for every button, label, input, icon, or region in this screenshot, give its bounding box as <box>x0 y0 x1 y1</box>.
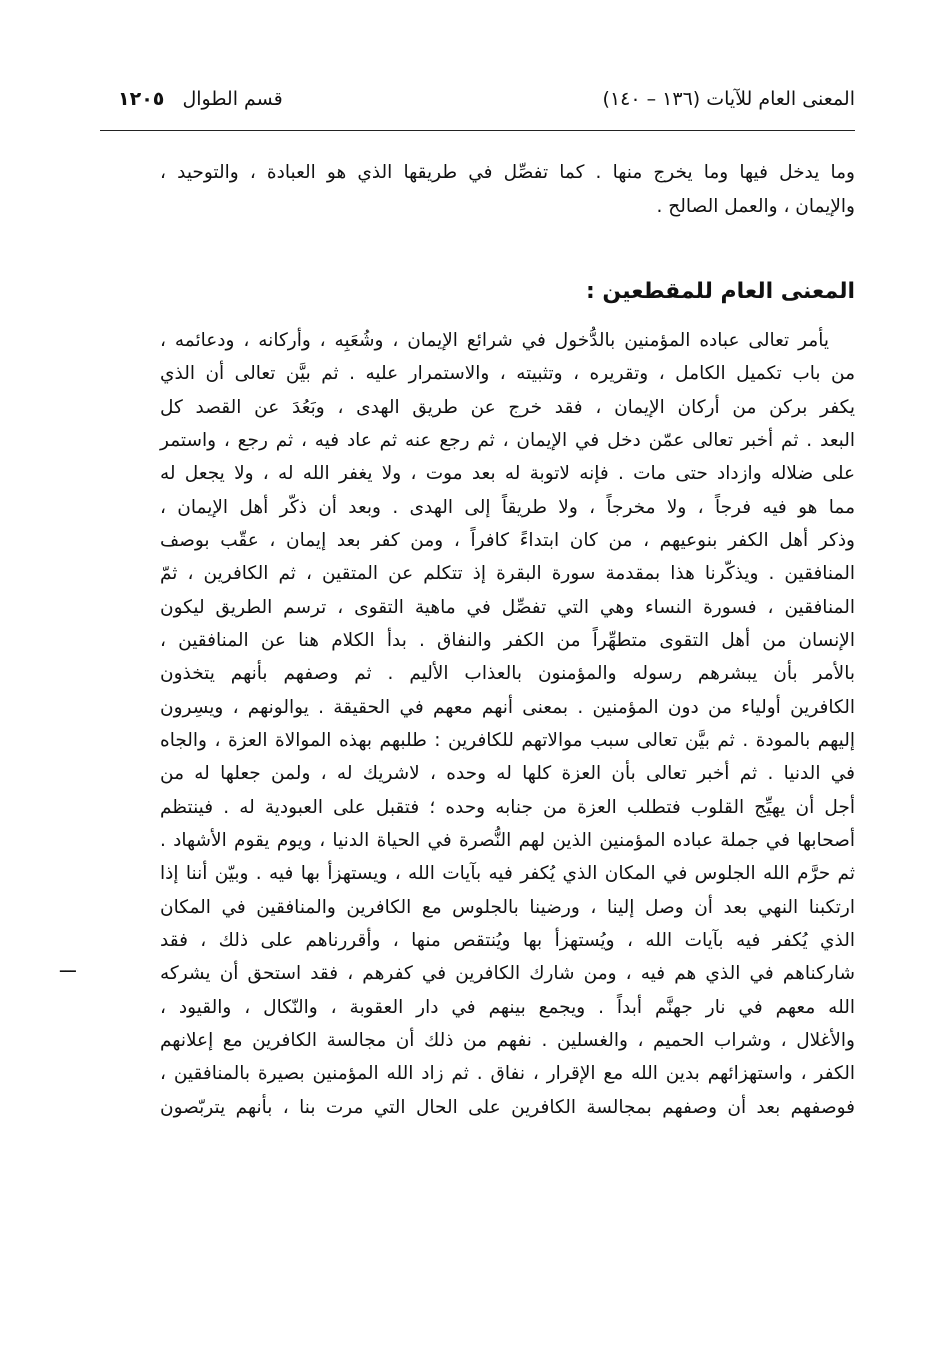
body-line: شاركناهم في الذي هم فيه ، ومن شارك الكافرين في كفرهم ، فقد استحق أن يشركه <box>160 963 855 985</box>
body-line: الذي يُكفر فيه بآيات الله ، ويُستهزأ بها ويُنتقص منها ، وأقررناهم على ذلك ، فقد <box>160 929 855 951</box>
margin-dash: ـــ <box>60 956 76 977</box>
body-line: الله معهم في نار جهنَّم أبداً . ويجمع بينهم في دار العقوبة ، والنّكال ، والقيود ، <box>160 996 855 1018</box>
running-header-title: المعنى العام للآيات (١٣٦ – ١٤٠) <box>602 88 855 110</box>
body-line: من باب تكميل الكامل ، وتقريره ، وتثبيته ، والاستمرار عليه . ثم بيَّن تعالى أن الذي <box>160 363 855 385</box>
body-line: ارتكبنا النهي بعد أن وصل إلينا ، ورضينا بالجلوس مع الكافرين والمنافقين في المكان <box>160 896 855 918</box>
page-number: ١٢٠٥ <box>118 88 165 110</box>
body-line: مما هو فيه فرجاً ، ولا مخرجاً ، ولا طريقاً إلى الهدى . وبعد أن ذكّر أهل الإيمان ، <box>160 496 855 518</box>
body-line: الإنسان من أهل التقوى متطهِّراً من الكفر والنفاق . بدأ الكلام هنا عن المنافقين ، <box>160 629 855 651</box>
running-header-section <box>118 88 283 110</box>
body-line: والأغلال ، وشراب الحميم ، والغسلين . نفهم من ذلك أن مجالسة الكافرين مع إعلانهم <box>160 1029 855 1051</box>
body-line: إليهم بالمودة . ثم بيَّن تعالى سبب موالاتهم للكافرين : طلبهم بهذه الموالاة العزة ، والجاه <box>160 729 855 751</box>
body-line: على ضلاله وازداد حتى مات . فإنه لاتوبة له بعد موت ، ولا يغفر الله له ، ولا يجعل له <box>160 463 855 485</box>
header-rule <box>100 130 855 131</box>
section-heading: المعنى العام للمقطعين : <box>585 279 855 304</box>
body-line: فوصفهم بعد أن وصفهم بمجالسة الكافرين على الحال التي مرت بنا ، بأنهم يتربّصون <box>160 1096 855 1118</box>
body-line: وذكر أهل الكفر بنوعيهم ، من كان ابتداءً كافراً ، ومن كفر بعد إيمان ، عقّب بوصف <box>160 529 855 551</box>
body-line: يأمر تعالى عباده المؤمنين بالدُّخول في شرائع الإيمان ، وشُعَبِه ، وأركانه ، ودعائمه ، <box>160 330 829 351</box>
body-line: أصحابها في جملة عباده المؤمنين الذين لهم النُّصرة في الحياة الدنيا ، ويوم يقوم الأشهاد . <box>160 829 855 851</box>
intro-line: والإيمان ، والعمل الصالح . <box>656 196 855 217</box>
body-line: ثم حرَّم الله الجلوس في المكان الذي يُكفر فيه بآيات الله ، ويستهزأ بها فيه . وبيّن أننا إذا <box>160 863 855 885</box>
body-line: الكافرين أولياء من دون المؤمنين . بمعنى أنهم معهم في الحقيقة . يوالونهم ، ويسِرون <box>160 696 855 718</box>
body-line: أجل أن يهيِّج القلوب فتطلب العزة من جنابه وحده ؛ فتقبل على العبودية له . فينتظم <box>160 796 855 818</box>
body-line: بالأمر بأن يبشرهم رسوله والمؤمنون بالعذاب الأليم . ثم وصفهم بأنهم يتخذون <box>160 663 855 685</box>
body-line: في الدنيا . ثم أخبر تعالى بأن العزة كلها له وحده ، لاشريك له ، ولمن جعلها له من <box>160 763 855 785</box>
body-line: يكفر بركن من أركان الإيمان ، فقد خرج عن طريق الهدى ، وبَعُدَ عن القصد كل <box>160 396 855 418</box>
body-line: الكفر ، واستهزائهم بدين الله مع الإقرار ، نفاق . ثم زاد الله المؤمنين بصيرة بالمنافقين ، <box>160 1063 855 1085</box>
body-line: المنافقين ، فسورة النساء وهي التي تفصِّل في ماهية التقوى ، ترسم الطريق ليكون <box>160 596 855 618</box>
intro-line: وما يدخل فيها وما يخرج منها . كما تفصِّل في طريقها الذي هو العبادة ، والتوحيد ، <box>160 162 855 183</box>
body-line: المنافقين . ويذكّرنا هذا بمقدمة سورة البقرة إذ تتكلم عن المتقين ، ثم الكافرين ، ثمّ <box>160 563 855 585</box>
body-line: البعد . ثم أخبر تعالى عمّن دخل في الإيمان ، ثم رجع عنه ثم عاد فيه ، ثم رجع ، واستمر <box>160 429 855 451</box>
section-name: قسم الطوال <box>182 88 283 110</box>
